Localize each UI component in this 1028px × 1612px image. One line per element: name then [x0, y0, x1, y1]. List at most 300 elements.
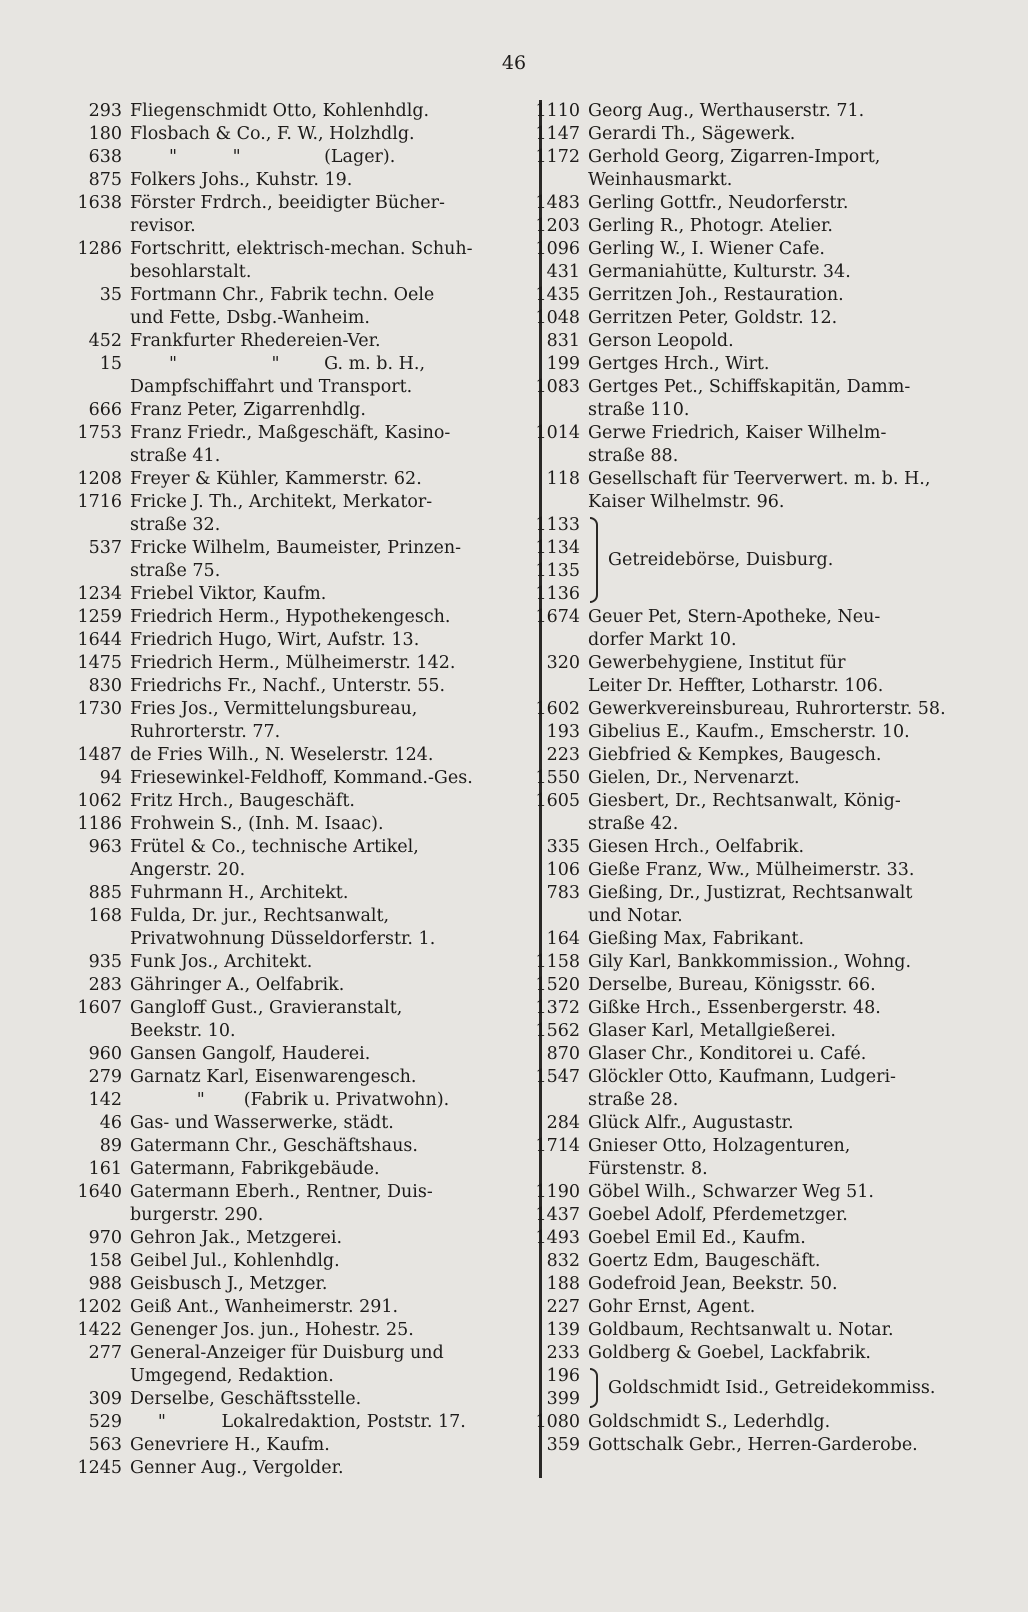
phone-number: 1674	[535, 607, 580, 627]
phone-number: 168	[88, 906, 122, 926]
directory-entry	[56, 1342, 518, 1365]
entry-text: Geiß Ant., Wanheimerstr. 291.	[130, 1297, 399, 1317]
phone-number: 227	[546, 1297, 580, 1317]
directory-entry	[518, 1135, 988, 1158]
phone-number: 1372	[535, 998, 580, 1018]
entry-text: " (Fabrik u. Privatwohn).	[130, 1090, 450, 1110]
phone-number: 1234	[77, 584, 122, 604]
directory-entry	[56, 353, 518, 376]
entry-text: Gertges Pet., Schiffskapitän, Damm-	[588, 377, 911, 397]
entry-text: Friedrichs Fr., Nachf., Unterstr. 55.	[130, 676, 446, 696]
directory-entry-continuation	[56, 928, 518, 951]
directory-entry-continuation	[518, 1089, 988, 1112]
entry-text: Folkers Johs., Kuhstr. 19.	[130, 170, 353, 190]
phone-number: 1062	[77, 791, 122, 811]
directory-entry	[518, 997, 988, 1020]
entry-text: Gehron Jak., Metzgerei.	[130, 1228, 343, 1248]
phone-number: 161	[88, 1159, 122, 1179]
entry-text: Privatwohnung Düsseldorferstr. 1.	[130, 929, 436, 949]
directory-entry-continuation	[518, 905, 988, 928]
phone-number: 1475	[77, 653, 122, 673]
directory-entry	[56, 1158, 518, 1181]
phone-number: 830	[88, 676, 122, 696]
directory-entry	[518, 1342, 988, 1365]
entry-text: Beekstr. 10.	[130, 1021, 236, 1041]
entry-text: Gily Karl, Bankkommission., Wohng.	[588, 952, 912, 972]
directory-entry	[518, 836, 988, 859]
directory-entry-continuation	[56, 261, 518, 284]
phone-number: 1607	[77, 998, 122, 1018]
directory-entry	[56, 675, 518, 698]
entry-text: Weinhausmarkt.	[588, 170, 733, 190]
entry-text: Gesellschaft für Teerverwert. m. b. H.,	[588, 469, 931, 489]
entry-text: Geuer Pet, Stern-Apotheke, Neu-	[588, 607, 881, 627]
directory-entry	[56, 1135, 518, 1158]
directory-entry-continuation	[518, 629, 988, 652]
directory-entry	[518, 1020, 988, 1043]
entry-text: Gohr Ernst, Agent.	[588, 1297, 756, 1317]
phone-number: 988	[88, 1274, 122, 1294]
entry-text: Fortschritt, elektrisch-mechan. Schuh-	[130, 239, 473, 259]
bracketed-entry	[518, 514, 988, 606]
directory-entry	[518, 1227, 988, 1250]
directory-entry	[56, 1296, 518, 1319]
directory-entry-continuation	[518, 399, 988, 422]
phone-numbers	[518, 514, 588, 606]
directory-entry	[518, 1204, 988, 1227]
directory-entry	[56, 1457, 518, 1480]
entry-text: Gatermann Eberh., Rentner, Duis-	[130, 1182, 433, 1202]
entry-text: Glaser Karl, Metallgießerei.	[588, 1021, 836, 1041]
entry-text: Germaniahütte, Kulturstr. 34.	[588, 262, 851, 282]
phone-number: 1208	[77, 469, 122, 489]
directory-entry-continuation	[518, 813, 988, 836]
directory-entry	[56, 1066, 518, 1089]
phone-number: 1753	[77, 423, 122, 443]
directory-entry-continuation	[56, 307, 518, 330]
directory-entry	[56, 1089, 518, 1112]
directory-entry	[518, 1112, 988, 1135]
entry-text: straße 42.	[588, 814, 679, 834]
entry-text: General-Anzeiger für Duisburg und	[130, 1343, 444, 1363]
directory-entry	[518, 859, 988, 882]
entry-text: straße 41.	[130, 446, 221, 466]
entry-text: Genenger Jos. jun., Hohestr. 25.	[130, 1320, 414, 1340]
directory-entry-continuation	[518, 169, 988, 192]
entry-text: Gertges Hrch., Wirt.	[588, 354, 770, 374]
directory-entry-continuation	[56, 1020, 518, 1043]
entry-text: Georg Aug., Werthauserstr. 71.	[588, 101, 865, 121]
directory-entry	[518, 974, 988, 997]
phone-number: 1435	[535, 285, 580, 305]
entry-text: Gerritzen Joh., Restauration.	[588, 285, 844, 305]
entry-text: Gatermann Chr., Geschäftshaus.	[130, 1136, 418, 1156]
directory-entry-continuation	[56, 514, 518, 537]
directory-entry	[518, 468, 988, 491]
phone-number: 1487	[77, 745, 122, 765]
entry-text: Gerson Leopold.	[588, 331, 734, 351]
entry-text: Gießing Max, Fabrikant.	[588, 929, 805, 949]
entry-text: dorfer Markt 10.	[588, 630, 737, 650]
entry-text: Fulda, Dr. jur., Rechtsanwalt,	[130, 906, 390, 926]
phone-number: 875	[88, 170, 122, 190]
phone-number: 783	[546, 883, 580, 903]
entry-text: Gießing, Dr., Justizrat, Rechtsanwalt	[588, 883, 913, 903]
phone-number: 1133	[535, 515, 580, 535]
directory-entry-continuation	[56, 721, 518, 744]
entry-text: Gißke Hrch., Essenbergerstr. 48.	[588, 998, 881, 1018]
phone-number: 293	[88, 101, 122, 121]
entry-text: Friebel Viktor, Kaufm.	[130, 584, 327, 604]
phone-number: 1550	[535, 768, 580, 788]
entry-text: Gottschalk Gebr., Herren-Garderobe.	[588, 1435, 918, 1455]
directory-column-right	[518, 100, 988, 1457]
phone-number: 1245	[77, 1458, 122, 1478]
directory-entry	[56, 1043, 518, 1066]
directory-entry	[518, 100, 988, 123]
phone-number: 89	[99, 1136, 122, 1156]
phone-number: 1605	[535, 791, 580, 811]
directory-entry	[56, 169, 518, 192]
entry-text: Gielen, Dr., Nervenarzt.	[588, 768, 800, 788]
entry-text: Fürstenstr. 8.	[588, 1159, 708, 1179]
entry-text: Gerhold Georg, Zigarren-Import,	[588, 147, 881, 167]
phone-number	[518, 491, 588, 514]
entry-text: Fricke Wilhelm, Baumeister, Prinzen-	[130, 538, 462, 558]
phone-number: 1136	[535, 584, 580, 604]
directory-entry	[56, 1319, 518, 1342]
phone-number: 666	[88, 400, 122, 420]
phone-number: 1493	[535, 1228, 580, 1248]
entry-text: Glaser Chr., Konditorei u. Café.	[588, 1044, 867, 1064]
phone-number	[56, 514, 130, 537]
phone-number	[56, 560, 130, 583]
directory-entry-continuation	[56, 859, 518, 882]
directory-entry	[56, 905, 518, 928]
directory-entry-continuation	[518, 1158, 988, 1181]
directory-entry	[56, 284, 518, 307]
directory-entry	[518, 146, 988, 169]
entry-text: Friedrich Herm., Mülheimerstr. 142.	[130, 653, 456, 673]
entry-text: Gatermann, Fabrikgebäude.	[130, 1159, 380, 1179]
entry-text: Gnieser Otto, Holzagenturen,	[588, 1136, 851, 1156]
entry-text: Ruhrorterstr. 77.	[130, 722, 281, 742]
entry-text: Frohwein S., (Inh. M. Isaac).	[130, 814, 384, 834]
directory-entry	[518, 1043, 988, 1066]
phone-number: 1048	[535, 308, 580, 328]
directory-column-left	[56, 100, 518, 1480]
phone-number	[56, 261, 130, 284]
phone-number: 1158	[535, 952, 580, 972]
directory-entry	[518, 1066, 988, 1089]
directory-entry	[56, 123, 518, 146]
entry-text: burgerstr. 290.	[130, 1205, 264, 1225]
directory-entry	[56, 629, 518, 652]
directory-entry	[56, 422, 518, 445]
directory-entry	[518, 422, 988, 445]
entry-text: Gieße Franz, Ww., Mülheimerstr. 33.	[588, 860, 915, 880]
directory-entry	[56, 836, 518, 859]
phone-number: 193	[546, 722, 580, 742]
entry-text: Umgegend, Redaktion.	[130, 1366, 334, 1386]
phone-number: 831	[546, 331, 580, 351]
directory-entry	[518, 951, 988, 974]
entry-text: Garnatz Karl, Eisenwarengesch.	[130, 1067, 417, 1087]
phone-number	[518, 675, 588, 698]
directory-entry	[56, 767, 518, 790]
phone-number: 139	[546, 1320, 580, 1340]
entry-text: Giesen Hrch., Oelfabrik.	[588, 837, 805, 857]
phone-number	[56, 928, 130, 951]
phone-number: 94	[99, 768, 122, 788]
directory-entry	[518, 1273, 988, 1296]
directory-entry	[56, 1181, 518, 1204]
directory-entry	[518, 123, 988, 146]
directory-entry	[518, 606, 988, 629]
directory-entry	[518, 307, 988, 330]
phone-number: 1110	[535, 101, 580, 121]
directory-entry	[56, 399, 518, 422]
phone-number: 1080	[535, 1412, 580, 1432]
phone-number: 309	[88, 1389, 122, 1409]
phone-number: 1259	[77, 607, 122, 627]
phone-number: 46	[99, 1113, 122, 1133]
phone-number	[56, 376, 130, 399]
entry-text: de Fries Wilh., N. Weselerstr. 124.	[130, 745, 434, 765]
directory-entry-continuation	[56, 560, 518, 583]
directory-entry	[518, 192, 988, 215]
directory-entry-continuation	[518, 675, 988, 698]
phone-number: 1644	[77, 630, 122, 650]
phone-number: 399	[546, 1389, 580, 1409]
entry-text: Godefroid Jean, Beekstr. 50.	[588, 1274, 838, 1294]
phone-number: 529	[88, 1412, 122, 1432]
phone-number	[56, 215, 130, 238]
phone-number: 1422	[77, 1320, 122, 1340]
entry-text: Genevriere H., Kaufm.	[130, 1435, 330, 1455]
entry-text: straße 88.	[588, 446, 679, 466]
phone-number: 1730	[77, 699, 122, 719]
phone-number: 431	[546, 262, 580, 282]
phone-number	[518, 1158, 588, 1181]
entry-text: Friedrich Hugo, Wirt, Aufstr. 13.	[130, 630, 420, 650]
phone-number: 1134	[535, 538, 580, 558]
entry-text: Glück Alfr., Augustastr.	[588, 1113, 794, 1133]
phone-number: 1520	[535, 975, 580, 995]
directory-entry	[56, 882, 518, 905]
phone-number	[518, 399, 588, 422]
directory-entry	[56, 1411, 518, 1434]
phone-number: 1203	[535, 216, 580, 236]
phone-number	[56, 445, 130, 468]
entry-text: Gerwe Friedrich, Kaiser Wilhelm-	[588, 423, 887, 443]
directory-entry	[518, 376, 988, 399]
entry-text: und Notar.	[588, 906, 683, 926]
entry-text: Funk Jos., Architekt.	[130, 952, 313, 972]
phone-number: 1083	[535, 377, 580, 397]
phone-number: 279	[88, 1067, 122, 1087]
entry-text: Goldbaum, Rechtsanwalt u. Notar.	[588, 1320, 894, 1340]
entry-text: straße 28.	[588, 1090, 679, 1110]
directory-entry-continuation	[518, 491, 988, 514]
phone-number: 106	[546, 860, 580, 880]
entry-text: Gerritzen Peter, Goldstr. 12.	[588, 308, 838, 328]
directory-entry	[56, 652, 518, 675]
phone-number: 1172	[535, 147, 580, 167]
phone-number: 1286	[77, 239, 122, 259]
phone-number: 142	[88, 1090, 122, 1110]
entry-text: Flosbach & Co., F. W., Holzhdlg.	[130, 124, 415, 144]
directory-entry	[56, 146, 518, 169]
directory-entry	[518, 1181, 988, 1204]
directory-entry	[56, 744, 518, 767]
entry-text: straße 32.	[130, 515, 221, 535]
directory-entry	[518, 215, 988, 238]
phone-number: 1186	[77, 814, 122, 834]
phone-number: 452	[88, 331, 122, 351]
entry-text: Goldschmidt Isid., Getreidekommiss.	[608, 1378, 936, 1398]
directory-entry	[518, 353, 988, 376]
entry-text: Gansen Gangolf, Hauderei.	[130, 1044, 371, 1064]
entry-text: Goebel Adolf, Pferdemetzger.	[588, 1205, 848, 1225]
entry-text: Gewerbehygiene, Institut für	[588, 653, 846, 673]
phone-number: 960	[88, 1044, 122, 1064]
entry-text: Goldschmidt S., Lederhdlg.	[588, 1412, 831, 1432]
entry-text: Giebfried & Kempkes, Baugesch.	[588, 745, 882, 765]
directory-entry	[518, 1296, 988, 1319]
entry-text: Geibel Jul., Kohlenhdlg.	[130, 1251, 340, 1271]
directory-entry	[56, 330, 518, 353]
directory-entry	[56, 606, 518, 629]
directory-entry	[518, 1411, 988, 1434]
phone-number	[518, 1089, 588, 1112]
bracket-mark	[590, 1368, 598, 1408]
entry-text: Kaiser Wilhelmstr. 96.	[588, 492, 785, 512]
phone-number: 277	[88, 1343, 122, 1363]
entry-text: Getreidebörse, Duisburg.	[608, 550, 834, 570]
entry-text: Franz Peter, Zigarrenhdlg.	[130, 400, 366, 420]
entry-text: Glöckler Otto, Kaufmann, Ludgeri-	[588, 1067, 896, 1087]
phone-number: 1638	[77, 193, 122, 213]
directory-entry	[56, 974, 518, 997]
phone-number: 196	[546, 1366, 580, 1386]
directory-entry	[518, 698, 988, 721]
entry-text: Giesbert, Dr., Rechtsanwalt, König-	[588, 791, 901, 811]
directory-entry-continuation	[56, 1204, 518, 1227]
directory-entry	[56, 583, 518, 606]
phone-number	[56, 1365, 130, 1388]
directory-entry	[56, 192, 518, 215]
entry-text: Fritz Hrch., Baugeschäft.	[130, 791, 355, 811]
directory-entry-continuation	[56, 445, 518, 468]
entry-text: Gerling W., I. Wiener Cafe.	[588, 239, 825, 259]
bracket-mark	[590, 517, 598, 603]
phone-number: 180	[88, 124, 122, 144]
phone-number: 1640	[77, 1182, 122, 1202]
entry-text: Fliegenschmidt Otto, Kohlenhdlg.	[130, 101, 430, 121]
directory-entry	[518, 928, 988, 951]
entry-text: besohlarstalt.	[130, 262, 252, 282]
phone-number: 963	[88, 837, 122, 857]
phone-number: 223	[546, 745, 580, 765]
phone-number: 1483	[535, 193, 580, 213]
directory-entry	[56, 1227, 518, 1250]
phone-number: 1716	[77, 492, 122, 512]
directory-entry	[56, 951, 518, 974]
page-number: 46	[501, 52, 527, 74]
phone-number	[56, 1204, 130, 1227]
directory-entry-continuation	[518, 445, 988, 468]
directory-entry	[518, 790, 988, 813]
entry-text: Gähringer A., Oelfabrik.	[130, 975, 345, 995]
entry-text: Dampfschiffahrt und Transport.	[130, 377, 413, 397]
directory-entry	[56, 238, 518, 261]
entry-text: Derselbe, Bureau, Königsstr. 66.	[588, 975, 876, 995]
phone-number: 118	[546, 469, 580, 489]
phone-number: 284	[546, 1113, 580, 1133]
directory-entry	[518, 1250, 988, 1273]
directory-entry	[56, 100, 518, 123]
phone-number: 233	[546, 1343, 580, 1363]
phone-number: 164	[546, 929, 580, 949]
entry-text: Fuhrmann H., Architekt.	[130, 883, 349, 903]
directory-entry	[518, 330, 988, 353]
entry-text: Gas- und Wasserwerke, städt.	[130, 1113, 394, 1133]
directory-entry	[518, 721, 988, 744]
directory-entry	[56, 1434, 518, 1457]
entry-text: Frütel & Co., technische Artikel,	[130, 837, 419, 857]
entry-text: straße 75.	[130, 561, 221, 581]
entry-text: Gangloff Gust., Gravieranstalt,	[130, 998, 403, 1018]
phone-number: 537	[88, 538, 122, 558]
phone-number	[518, 629, 588, 652]
phone-number: 1602	[535, 699, 580, 719]
entry-text: Friedrich Herm., Hypothekengesch.	[130, 607, 451, 627]
entry-text: und Fette, Dsbg.-Wanheim.	[130, 308, 370, 328]
phone-number: 870	[546, 1044, 580, 1064]
directory-entry	[518, 744, 988, 767]
phone-number: 1714	[535, 1136, 580, 1156]
phone-number: 1135	[535, 561, 580, 581]
directory-entry	[56, 491, 518, 514]
phone-number	[56, 307, 130, 330]
phone-number: 970	[88, 1228, 122, 1248]
phone-number: 199	[546, 354, 580, 374]
entry-text: Gibelius E., Kaufm., Emscherstr. 10.	[588, 722, 910, 742]
phone-number: 1014	[535, 423, 580, 443]
directory-entry	[56, 1273, 518, 1296]
phone-number	[56, 1020, 130, 1043]
phone-number	[56, 859, 130, 882]
phone-number: 158	[88, 1251, 122, 1271]
entry-text: " " G. m. b. H.,	[130, 354, 426, 374]
entry-text: Gewerkvereinsbureau, Ruhrorterstr. 58.	[588, 699, 946, 719]
phone-number	[518, 813, 588, 836]
directory-entry-continuation	[56, 376, 518, 399]
entry-text: " Lokalredaktion, Poststr. 17.	[130, 1412, 466, 1432]
directory-entry	[56, 698, 518, 721]
phone-number: 1202	[77, 1297, 122, 1317]
phone-number: 1437	[535, 1205, 580, 1225]
directory-entry	[56, 1112, 518, 1135]
phone-number: 335	[546, 837, 580, 857]
entry-text: " " (Lager).	[130, 147, 396, 167]
entry-text: Franz Friedr., Maßgeschäft, Kasino-	[130, 423, 451, 443]
phone-numbers	[518, 1365, 588, 1411]
phone-number	[518, 169, 588, 192]
directory-entry	[56, 537, 518, 560]
directory-entry	[518, 238, 988, 261]
